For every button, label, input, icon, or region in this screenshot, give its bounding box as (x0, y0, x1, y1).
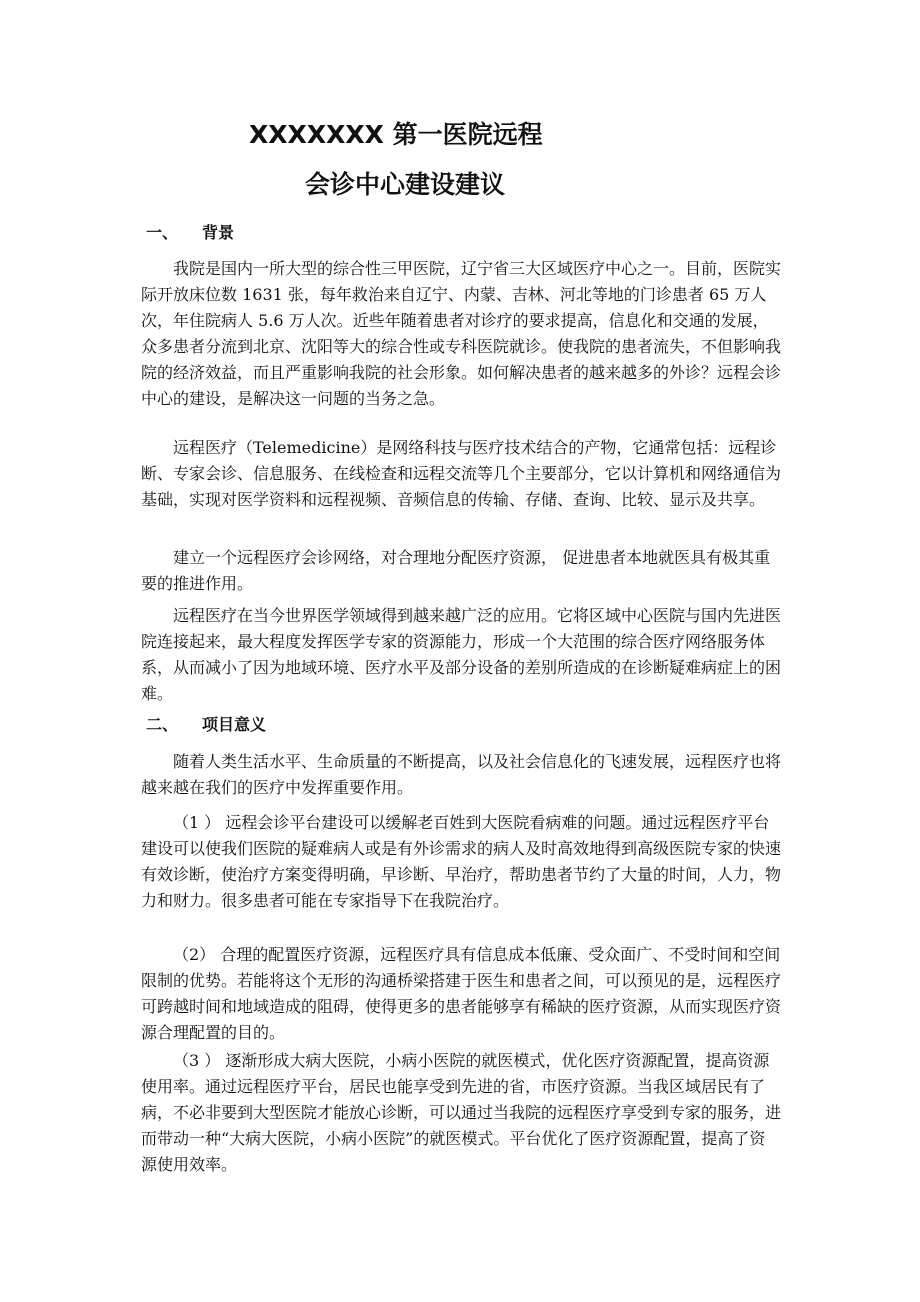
section-title: 背景 (202, 223, 235, 242)
paragraph-network (141, 545, 781, 597)
paragraph-application (141, 603, 781, 707)
paragraph-text: （2） 合理的配置医疗资源，远程医疗具有信息成本低廉、受众面广、不受时间和空间限制的优势。若能将这个无形的沟通桥梁搭建于医生和患者之间，可以预见的是，远程医疗可跨越时间和地域造成的阻碍，使得更多的患者能够享有稀缺的医疗资源，从而实现医疗资源合理配置的目的。 (141, 945, 782, 1042)
section-title: 项目意义 (202, 715, 267, 734)
paragraph-text: （1 ） 远程会诊平台建设可以缓解老百姓到大医院看病难的问题。通过远程医疗平台建设可以使我们医院的疑难病人或是有外诊需求的病人及时高效地得到高级医院专家的快速有效诊断，使治疗方案变得明确，早诊断、早治疗，帮助患者节约了大量的时间，人力，物力和财力。很多患者可能在专家指导下在我院治疗。 (141, 813, 782, 910)
section-heading-background (146, 222, 234, 244)
paragraph-significance-intro (141, 749, 781, 801)
paragraph-point-3 (141, 1048, 781, 1178)
paragraph-text: 随着人类生活水平、生命质量的不断提高，以及社会信息化的飞速发展，远程医疗也将越来越在我们的医疗中发挥重要作用。 (141, 752, 782, 797)
paragraph-text: 远程医疗（Telemedicine）是网络科技与医疗技术结合的产物，它通常包括：远程诊断、专家会诊、信息服务、在线检查和远程交流等几个主要部分，它以计算机和网络通信为基础，实现对医学资料和远程视频、音频信息的传输、存储、查询、比较、显示及共享。 (141, 438, 782, 509)
paragraph-text: 远程医疗在当今世界医学领域得到越来越广泛的应用。它将区域中心医院与国内先进医院连接起来，最大程度发挥医学专家的资源能力，形成一个大范围的综合医疗网络服务体系，从而减小了因为地域环境、医疗水平及部分设备的差别所造成的在诊断疑难病症上的困难。 (141, 606, 782, 703)
paragraph-text: 建立一个远程医疗会诊网络，对合理地分配医疗资源， 促进患者本地就医具有极其重要的推进作用。 (141, 548, 771, 593)
section-heading-significance (146, 714, 266, 736)
section-number: 一、 (146, 223, 179, 242)
section-number: 二、 (146, 715, 179, 734)
paragraph-point-2 (141, 942, 781, 1046)
paragraph-point-1 (141, 810, 781, 914)
document-title-line-2: 会诊中心建设建议 (305, 170, 506, 199)
paragraph-text: 我院是国内一所大型的综合性三甲医院，辽宁省三大区域医疗中心之一。目前，医院实际开放床位数 1631 张，每年救治来自辽宁、内蒙、吉林、河北等地的门诊患者 65 万人次，年住院病人 5.6 万人次。近些年随着患者对诊疗的要求提高，信息化和交通的发展，众多患者分流到北京、沈阳等大的综合性或专科医院就诊。使我院的患者流失，不但影响我院的经济效益，而且严重影响我院的社会形象。如何解决患者的越来越多的外诊？远程会诊中心的建设，是解决这一问题的当务之急。 (141, 259, 782, 408)
paragraph-text: （3 ） 逐渐形成大病大医院，小病小医院的就医模式，优化医疗资源配置，提高资源使用率。通过远程医疗平台，居民也能享受到先进的省，市医疗资源。当我区域居民有了病，不必非要到大型医院才能放心诊断，可以通过当我院的远程医疗享受到专家的服务，进而带动一种“大病大医院，小病小医院”的就医模式。平台优化了医疗资源配置，提高了资源使用效率。 (141, 1051, 782, 1174)
paragraph-telemedicine (141, 435, 781, 513)
document-title-line-1: XXXXXXX 第一医院远程 (249, 120, 543, 149)
paragraph-background-1 (141, 256, 781, 412)
